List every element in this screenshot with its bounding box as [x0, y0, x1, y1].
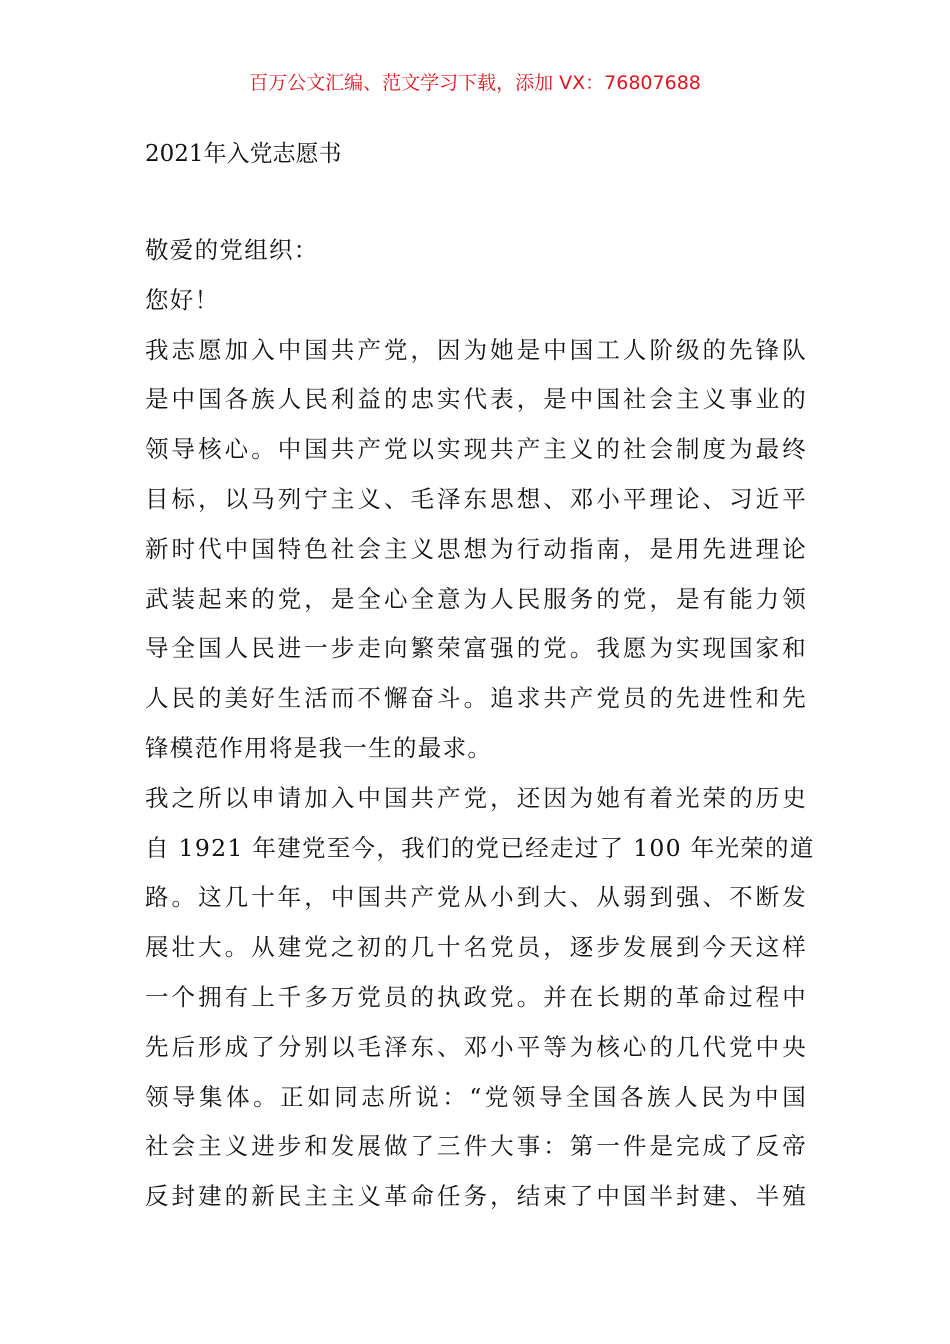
body-text-line: 反封建的新民主主义革命任务，结束了中国半封建、半殖 [145, 1182, 807, 1211]
document-title: 2021年入党志愿书 [145, 141, 342, 167]
watermark-header: 百万公文汇编、范文学习下载，添加 VX：76807688 [249, 72, 701, 94]
body-text-line: 敬爱的党组织： [145, 236, 319, 264]
body-text-line: 展壮大。从建党之初的几十名党员，逐步发展到今天这样 [145, 933, 807, 962]
body-text-line: 我志愿加入中国共产党，因为她是中国工人阶级的先锋队 [145, 335, 807, 364]
body-text-line: 领导集体。正如同志所说：“党领导全国各族人民为中国 [145, 1082, 807, 1111]
body-text-line: 锋模范作用将是我一生的最求。 [145, 733, 493, 762]
body-text-line: 先后形成了分别以毛泽东、邓小平等为核心的几代党中央 [145, 1032, 807, 1061]
body-text-line: 领导核心。中国共产党以实现共产主义的社会制度为最终 [145, 435, 807, 464]
body-text-line: 新时代中国特色社会主义思想为行动指南，是用先进理论 [145, 534, 807, 563]
body-text-line: 您好！ [145, 285, 220, 314]
body-text-line: 导全国人民进一步走向繁荣富强的党。我愿为实现国家和 [145, 634, 807, 663]
body-text-line: 路。这几十年，中国共产党从小到大、从弱到强、不断发 [145, 883, 807, 912]
document-body [145, 235, 815, 1231]
body-text-line: 武装起来的党，是全心全意为人民服务的党，是有能力领 [145, 584, 807, 613]
body-text-line: 是中国各族人民利益的忠实代表，是中国社会主义事业的 [145, 385, 807, 414]
body-text-line: 人民的美好生活而不懈奋斗。追求共产党员的先进性和先 [145, 684, 807, 713]
body-text-line: 我之所以申请加入中国共产党，还因为她有着光荣的历史 [145, 783, 807, 812]
body-text-line: 自 1921 年建党至今，我们的党已经走过了 100 年光荣的道 [145, 833, 815, 862]
body-text-line: 目标，以马列宁主义、毛泽东思想、邓小平理论、习近平 [145, 484, 807, 513]
body-text-line: 社会主义进步和发展做了三件大事：第一件是完成了反帝 [145, 1132, 807, 1161]
body-text-line: 一个拥有上千多万党员的执政党。并在长期的革命过程中 [145, 982, 807, 1011]
